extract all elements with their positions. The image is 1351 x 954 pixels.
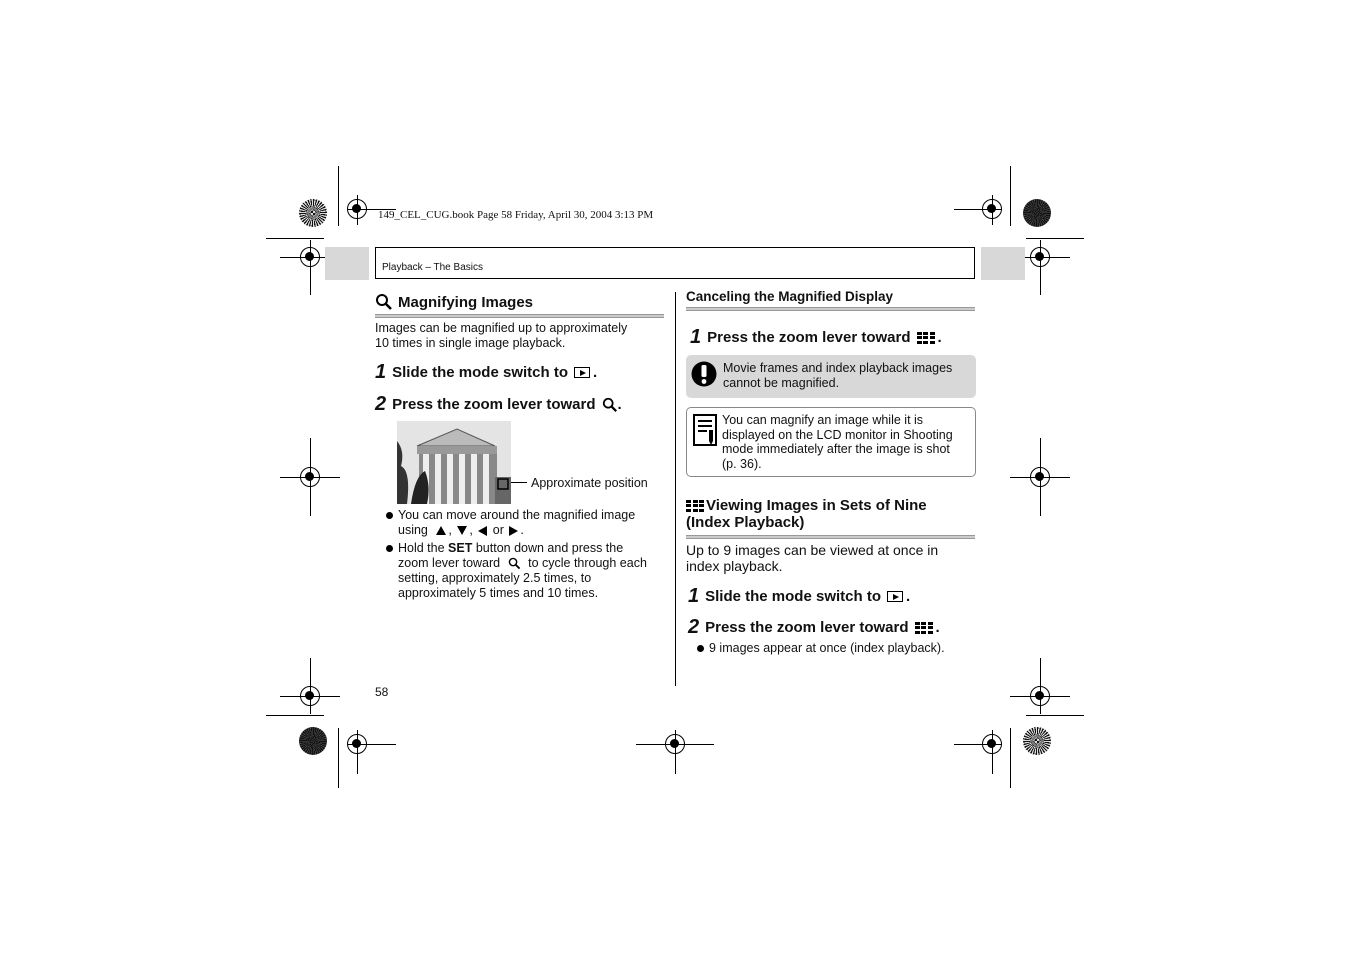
index-intro-text: Up to 9 images can be viewed at once in index playback. [686,542,939,574]
index-playback-heading: Viewing Images in Sets of Nine (Index Playback) [686,497,927,531]
memo-icon [693,414,717,446]
caution-box: Movie frames and index playback images cannot be magnified. [686,355,976,398]
right-step-2: 2 Press the zoom lever toward . [688,616,940,638]
arrow-left-icon [478,526,487,536]
canceling-rule [686,307,975,311]
arrow-up-icon [436,526,446,535]
playback-icon [574,367,590,378]
arrow-down-icon [457,526,467,535]
arrow-right-icon [509,526,518,536]
magnify-icon [508,557,521,570]
section-title: Playback – The Basics [382,262,483,273]
heading-rule [375,314,664,318]
running-header [375,247,975,279]
magnifying-images-heading: Magnifying Images [375,293,533,311]
page-number: 58 [375,685,389,699]
magnify-icon [602,397,618,413]
magnified-photo [397,421,511,504]
magnify-icon [375,293,393,311]
book-meta-line: 149_CEL_CUG.book Page 58 Friday, April 30, 2004 3:13 PM [378,209,654,221]
intro-text: Images can be magnified up to approximately 10 times in single image playback. [375,321,628,350]
canceling-heading: Canceling the Magnified Display [686,289,894,304]
left-step-2: 2 Press the zoom lever toward . [375,393,622,415]
index-heading-rule [686,535,975,539]
bullet-nine-images: 9 images appear at once (index playback). [697,641,945,656]
figure-pointer-line [511,482,527,483]
left-step-1: 1 Slide the mode switch to . [375,361,598,383]
playback-icon [887,591,903,602]
bullet-set-button: Hold the SET button down and press the zoom lever toward to cycle through each setting, approximately 2.5 times, to approximately 5 times and 10 times. [386,541,647,601]
index-icon [915,622,933,634]
figure-label: Approximate position [531,476,648,490]
index-icon [686,500,704,512]
gray-tab-right [981,247,1025,280]
index-icon [917,332,935,344]
note-box: You can magnify an image while it is displayed on the LCD monitor in Shooting mode immediately after the image is shot (p. 36). [686,407,976,477]
cancel-step-1: 1 Press the zoom lever toward . [690,326,942,348]
bullet-move-around: You can move around the magnified image using , , or . [386,508,635,538]
right-step-1: 1 Slide the mode switch to . [688,585,911,607]
gray-tab-left [325,247,369,280]
caution-icon [691,361,717,387]
